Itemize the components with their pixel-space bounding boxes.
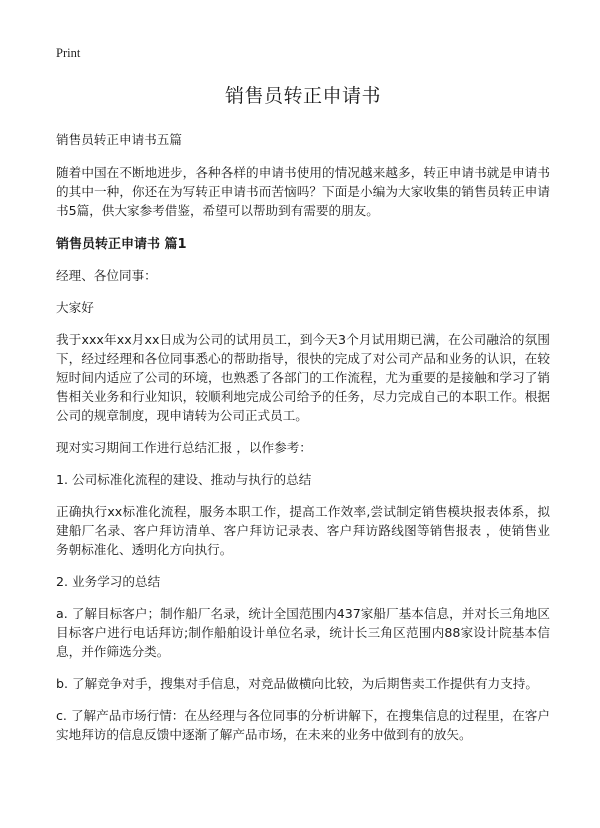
body-paragraph-3: 正确执行xx标准化流程，服务本职工作，提高工作效率,尝试制定销售模块报表体系，拟建船厂名录、客户拜访清单、客户拜访记录表、客户拜访路线图等销售报表 ，使销售业务朝标准化、透明化方向执行。	[56, 504, 550, 557]
intro-paragraph: 随着中国在不断地进步，各种各样的申请书使用的情况越来越多，转正申请书就是申请书的其中一种，你还在为写转正申请书而苦恼吗？下面是小编为大家收集的销售员转正申请书5篇，供大家参考借鉴，希望可以帮助到有需要的朋友。	[56, 165, 550, 218]
list-item-b: b. 了解竞争对手，搜集对手信息，对竞品做横向比较，为后期售卖工作提供有力支持。	[56, 676, 538, 691]
list-item-a: a. 了解目标客户；制作船厂名录，统计全国范围内437家船厂基本信息，并对长三角地区目标客户进行电话拜访;制作船舶设计单位名录，统计长三角区范围内88家设计院基本信息，并作筛选分类。	[56, 606, 550, 659]
body-paragraph-2: 现对实习期间工作进行总结汇报 ，以作参考：	[56, 440, 312, 455]
list-heading-2: 2. 业务学习的总结	[56, 574, 161, 589]
list-item-c: c. 了解产品市场行情：在丛经理与各位同事的分析讲解下，在搜集信息的过程里，在客户实地拜访的信息反馈中逐渐了解产品市场，在未来的业务中做到有的放矢。	[56, 708, 550, 742]
print-label: Print	[56, 46, 81, 60]
section-heading: 销售员转正申请书 篇1	[56, 237, 187, 252]
salutation: 经理、各位同事：	[56, 268, 157, 283]
list-heading-1: 1. 公司标准化流程的建设、推动与执行的总结	[56, 472, 312, 487]
document-subtitle: 销售员转正申请书五篇	[56, 132, 182, 147]
greeting: 大家好	[56, 300, 94, 315]
document-title: 销售员转正申请书	[224, 85, 381, 107]
body-paragraph-1: 我于xxx年xx月xx日成为公司的试用员工，到今天3个月试用期已满，在公司融洽的氛围下，经过经理和各位同事悉心的帮助指导，很快的完成了对公司产品和业务的认识，在较短时间内适应了公司的环境，也熟悉了各部门的工作流程，尤为重要的是接触和学习了销售相关业务和行业知识，较顺利地完成公司给予的任务，尽力完成自己的本职工作。根据公司的规章制度，现申请转为公司正式员工。	[56, 332, 550, 423]
